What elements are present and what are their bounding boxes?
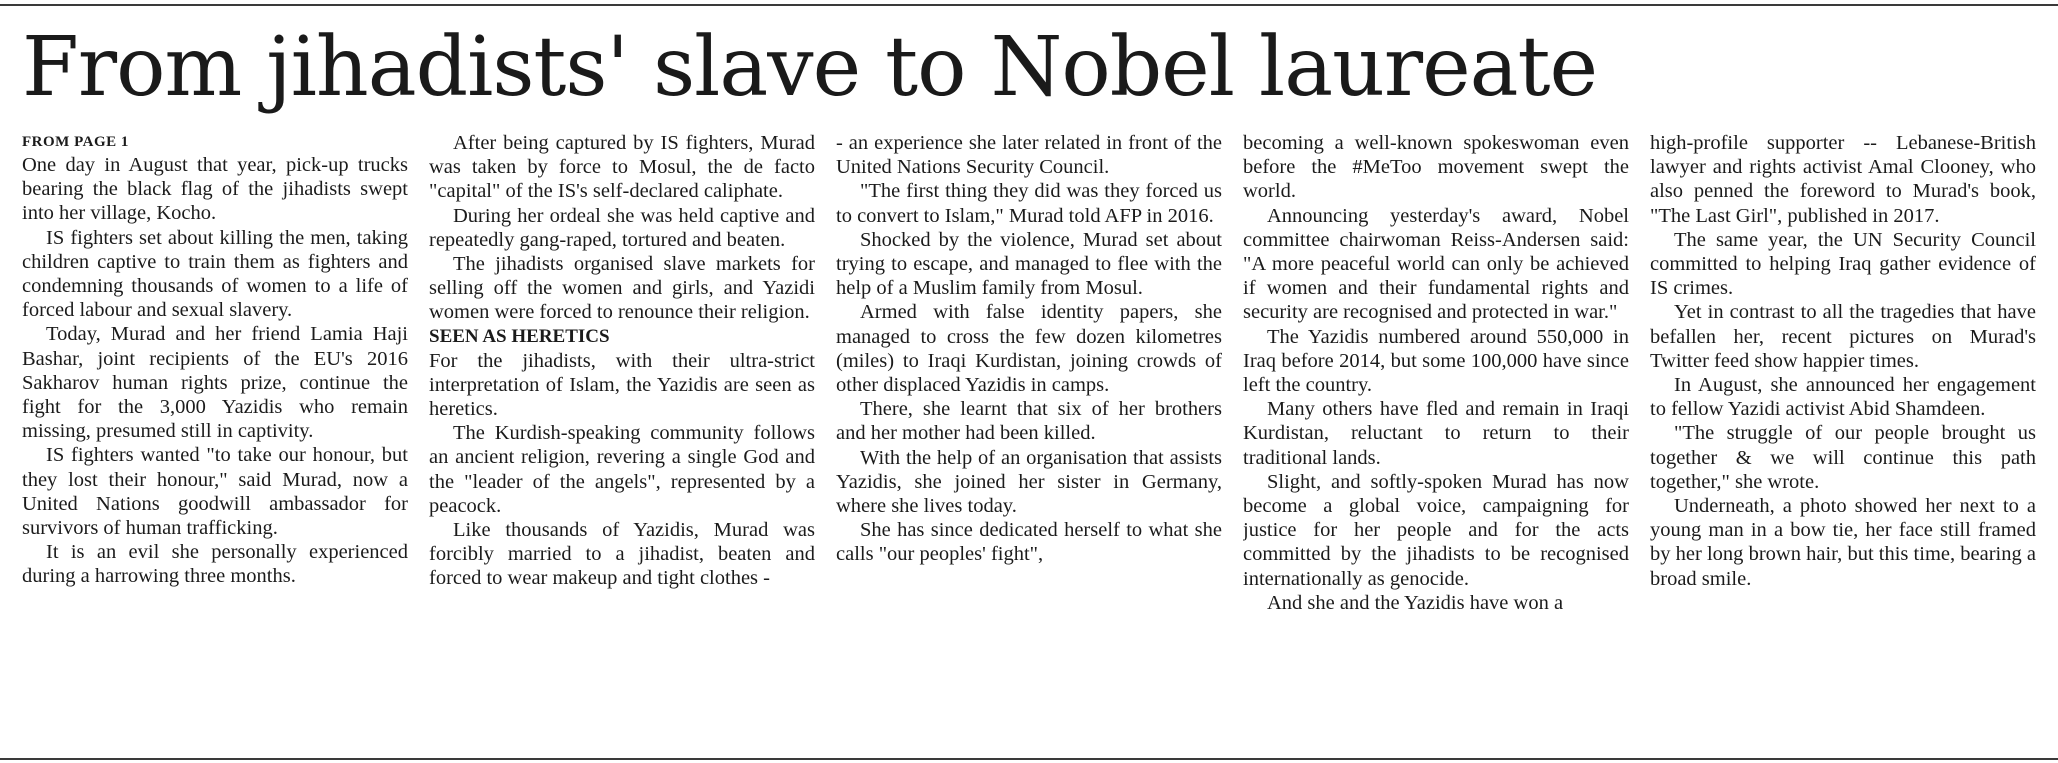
paragraph: "The struggle of our people brought us together & we will continue this path together," she wrote. <box>1650 422 2036 493</box>
paragraph: And she and the Yazidis have won a <box>1267 591 1564 614</box>
paragraph: - an experience she later related in front of the United Nations Security Council. <box>836 132 1222 179</box>
headline: From jihadists' slave to Nobel laureate <box>22 20 1598 115</box>
column-4 <box>1243 131 1629 751</box>
column-3 <box>836 131 1222 751</box>
paragraph: high-profile supporter -- Lebanese-British lawyer and rights activist Amal Clooney, who also penned the foreword to Murad's book, "The Last Girl", published in 2017. <box>1650 132 2036 227</box>
paragraph: The Kurdish-speaking community follows an ancient religion, revering a single God and the "leader of the angels", represented by a peacock. <box>429 422 815 517</box>
paragraph: The same year, the UN Security Council committed to helping Iraq gather evidence of IS crimes. <box>1650 228 2036 300</box>
paragraph: Underneath, a photo showed her next to a young man in a bow tie, her face still framed by her long brown hair, but this time, bearing a broad smile. <box>1650 495 2036 590</box>
paragraph: She has since dedicated herself to what she calls "our peoples' fight", <box>836 519 1222 566</box>
paragraph: There, she learnt that six of her brothers and her mother had been killed. <box>836 398 1222 445</box>
paragraph: Shocked by the violence, Murad set about trying to escape, and managed to flee with the help of a Muslim family from Mosul. <box>836 228 1222 300</box>
paragraph: During her ordeal she was held captive and repeatedly gang-raped, tortured and beaten. <box>429 204 815 251</box>
top-rule <box>0 4 2058 6</box>
paragraph: Slight, and softly-spoken Murad has now become a global voice, campaigning for justice for her people and for the acts committed by the jihadists to be recognised internationally as genocide. <box>1243 470 1629 590</box>
paragraph: Many others have fled and remain in Iraqi Kurdistan, reluctant to return to their traditional lands. <box>1243 398 1629 469</box>
paragraph: One day in August that year, pick-up trucks bearing the black flag of the jihadists swept into her village, Kocho. <box>22 154 408 225</box>
paragraph: Armed with false identity papers, she managed to cross the few dozen kilometres (miles) to Iraqi Kurdistan, joining crowds of other displaced Yazidis in camps. <box>836 301 1222 397</box>
column-2 <box>429 131 815 751</box>
paragraph: It is an evil she personally experienced during a harrowing three months. <box>22 541 408 588</box>
kicker: FROM PAGE 1 <box>22 134 129 150</box>
paragraph: The jihadists organised slave markets for selling off the women and girls, and Yazidi women were forced to renounce their religion. <box>429 253 815 324</box>
paragraph: Yet in contrast to all the tragedies that have befallen her, recent pictures on Murad's Twitter feed show happier times. <box>1650 301 2036 372</box>
paragraph: With the help of an organisation that assists Yazidis, she joined her sister in Germany, where she lives today. <box>836 446 1222 518</box>
bottom-rule <box>0 758 2058 760</box>
paragraph: IS fighters wanted "to take our honour, but they lost their honour," said Murad, now a United Nations goodwill ambassador for survivors of human trafficking. <box>22 444 408 540</box>
paragraph: In August, she announced her engagement to fellow Yazidi activist Abid Shamdeen. <box>1650 374 2036 421</box>
paragraph: The Yazidis numbered around 550,000 in Iraq before 2014, but some 100,000 have since left the country. <box>1243 325 1629 397</box>
paragraph: Announcing yesterday's award, Nobel committee chairwoman Reiss-Andersen said: "A more peaceful world can only be achieved if women and their fundamental rights and security are recognised and protected in war." <box>1243 204 1629 324</box>
paragraph: "The first thing they did was they forced us to convert to Islam," Murad told AFP in 2016. <box>836 180 1222 227</box>
paragraph: Like thousands of Yazidis, Murad was forcibly married to a jihadist, beaten and forced to wear makeup and tight clothes - <box>429 519 815 590</box>
paragraph: After being captured by IS fighters, Murad was taken by force to Mosul, the de facto "capital" of the IS's self-declared caliphate. <box>429 132 815 203</box>
subhead: SEEN AS HERETICS <box>429 325 610 347</box>
paragraph: IS fighters set about killing the men, taking children captive to train them as fighters and condemning thousands of women to a life of forced labour and sexual slavery. <box>22 226 408 322</box>
article-body <box>22 131 2036 751</box>
paragraph: For the jihadists, with their ultra-strict interpretation of Islam, the Yazidis are seen as heretics. <box>429 349 815 421</box>
paragraph: becoming a well-known spokeswoman even before the #MeToo movement swept the world. <box>1243 132 1629 203</box>
column-5 <box>1650 131 2036 751</box>
paragraph: Today, Murad and her friend Lamia Haji Bashar, joint recipients of the EU's 2016 Sakharov human rights prize, continue the fight for the 3,000 Yazidis who remain missing, presumed still in captivity. <box>22 323 408 443</box>
column-1 <box>22 131 408 751</box>
